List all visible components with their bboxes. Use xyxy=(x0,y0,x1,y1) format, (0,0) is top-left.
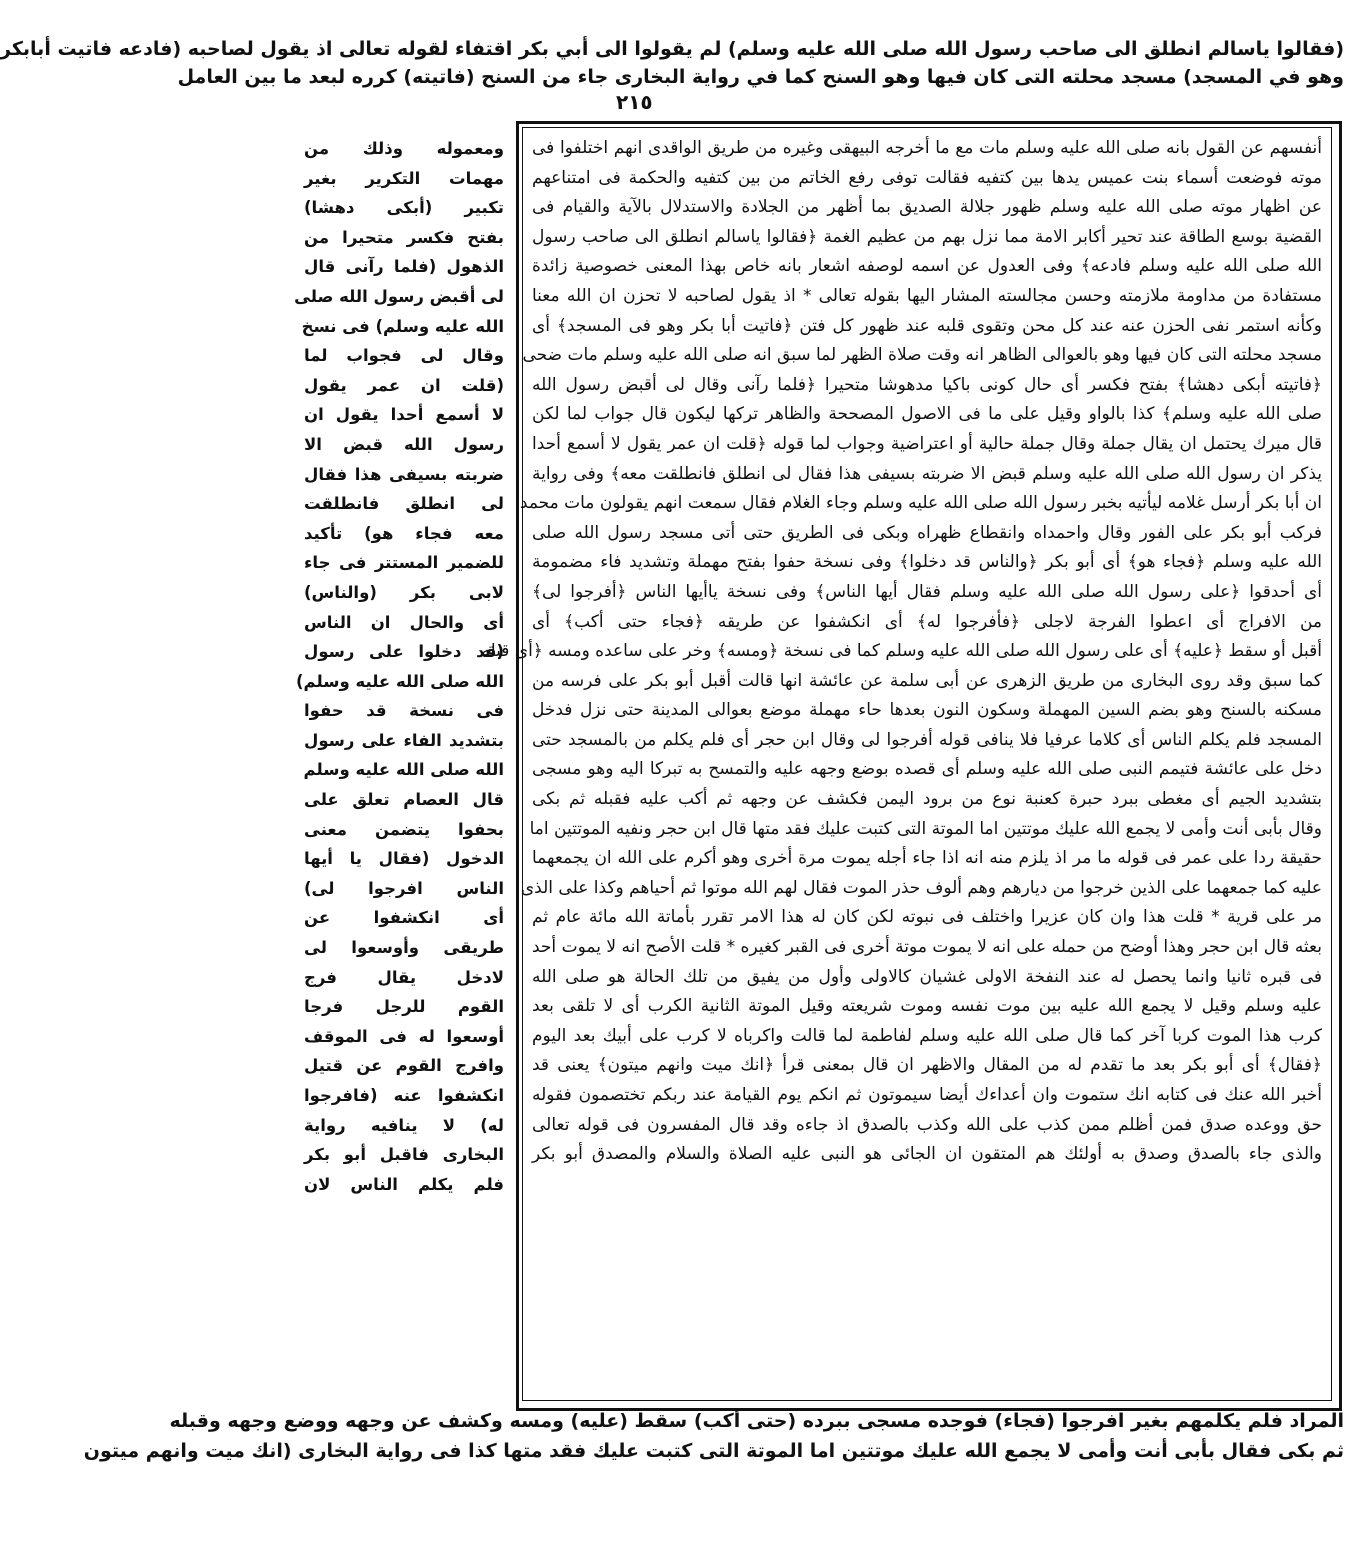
margin-line: ومعموله وذلك من xyxy=(304,139,504,158)
margin-commentary-text xyxy=(294,134,504,1199)
margin-line: الذهول (فلما رآنى قال xyxy=(304,257,504,277)
margin-line: تكبير (أبكى دهشا) xyxy=(304,198,504,218)
main-line: ﴿فقال﴾ أى أبو بكر بعد ما تقدم له من المقال والاظهر ان قال بمعنى قرأ ﴿انك ميت وانهم ميتون﴾ يعنى قد xyxy=(532,1055,1322,1076)
main-line: أقبل أو سقط ﴿عليه﴾ أى على رسول الله صلى الله عليه وسلم كما فى نسخة ﴿ومسه﴾ وخر على ساعده ومسه ﴿أى قبله xyxy=(481,641,1322,662)
main-line: موته فوضعت أسماء بنت عميس يدها بين كتفيه فقالت توفى رفع الخاتم من بين كتفيه والحكمة فى امتناعهم xyxy=(532,167,1322,188)
footer-line: ثم بكى فقال بأبى أنت وأمى لا يجمع الله عليك موتتين اما الموتة التى كتبت عليك فقد متها كذا فى رواية البخارى (انك ميت وانهم ميتون xyxy=(83,1440,1344,1462)
main-line: أى أحدقوا ﴿على رسول الله صلى الله عليه وسلم فقال أيها الناس﴾ وفى نسخة ياأيها الناس ﴿أفرجوا لى﴾ xyxy=(532,581,1322,602)
main-line: عن اظهار موته صلى الله عليه وسلم ظهور جلالة الصديق بما أظهر من الجلادة والاستدلال بالآية والقيام فى xyxy=(532,197,1322,218)
main-line: كما سبق وقد روى البخارى من طريق الزهرى عن أبى سلمة عن عائشة انها قالت أقبل أبو بكر على فرسه من xyxy=(532,670,1322,691)
main-line: بعثه قال ابن حجر وهذا أوضح من حمله على انه لا يموت موتة أخرى فى القبر كغيره * قلت الأصح انه لا يموت أحد xyxy=(532,937,1322,958)
main-line: كرب هذا الموت كربا آخر كما قال صلى الله عليه وسلم لفاطمة لما قالت واكرباه لا كرب على أبيك بعد اليوم xyxy=(532,1025,1322,1046)
main-line: مستفادة من مداومة ملازمته وحسن مجالسته المشار اليها بقوله تعالى * اذ يقول لصاحبه لا تحزن ان الله معنا xyxy=(532,285,1322,306)
main-line: الله عليه وسلم ﴿فجاء هو﴾ أى أبو بكر ﴿والناس قد دخلوا﴾ وفى نسخة حفوا بفتح مهملة وتشديد فاء مضمومة xyxy=(532,552,1322,573)
margin-line: بتشديد الفاء على رسول xyxy=(304,730,504,750)
margin-line: الله صلى الله عليه وسلم) xyxy=(296,671,504,691)
main-line: فركب أبو بكر على الفور وقال واحمداه وانقطاع ظهراه وبكى فى الطريق حتى أتى مسجد رسول الله صلى xyxy=(532,522,1322,543)
margin-line: فى نسخة قد حفوا xyxy=(304,701,504,721)
main-line: المسجد فلم يكلم الناس أى كلاما عرفيا فلا ينافى قوله أفرجوا لى وقال ابن حجر أى فلم يكلم من بالمسجد حتى xyxy=(532,729,1322,750)
margin-line: لا أسمع أحدا يقول ان xyxy=(304,405,504,425)
margin-line: لى انطلق فانطلقت xyxy=(304,494,504,514)
margin-line: أى انكشفوا عن xyxy=(304,908,504,928)
margin-line: طريقى وأوسعوا لى xyxy=(304,938,504,958)
main-line: أخبر الله عنك فى كتابه انك ستموت وان أعداءك أيضا سيموتون ثم انكم يوم القيامة عند ربكم تختصمون فقوله xyxy=(532,1085,1322,1105)
main-line: صلى الله عليه وسلم﴾ كذا بالواو وقيل على ما فى الاصول المصححة والظاهر تركها ليكون قال جواب لما لكن xyxy=(532,404,1322,425)
margin-line: معه فجاء هو) تأكيد xyxy=(304,523,504,543)
main-line: قال ميرك يحتمل ان يقال جملة وقال جملة حالية أو اعتراضية وجواب لما قوله ﴿قلت ان عمر يقول لا أسمع أحدا xyxy=(532,433,1322,454)
main-line: دخل على عائشة فتيمم النبى صلى الله عليه وسلم أى قصده بوضع وجهه عليه والتمسح به تبركا اليه وهو مسجى xyxy=(532,759,1322,780)
main-line: القضية بوسع الطاقة عند تحير أكابر الامة مما نزل بهم من عظيم الغمة ﴿فقالوا ياسالم انطلق الى صاحب رسول xyxy=(532,226,1322,247)
main-line: مر على قرية * قلت هذا وان كان عزيرا واختلف فى نبوته لكن كان له هذا الامر تقرر بأماتة الله مائة عام ثم xyxy=(532,907,1322,928)
main-line: عليه وسلم وقيل لا يجمع الله عليه بين موت نفسه وموت شريعته وقيل الموتة الثانية الكرب أى لا تلقى بعد xyxy=(532,996,1322,1017)
main-line: مسكنه بالسنح وهو بضم السين المهملة وسكون النون بعدها حاء مهملة موضع بعوالى المدينة حتى نزل فدخل xyxy=(532,700,1322,721)
header-line: (فقالوا ياسالم انطلق الى صاحب رسول الله صلى الله عليه وسلم) لم يقولوا الى أبي بكر اقتفاء لقوله تعالى اذ يقول لصاحبه (فادعه فاتيت أبابكر xyxy=(0,38,1344,60)
margin-line: (قد دخلوا على رسول xyxy=(304,642,504,662)
margin-line: ضربته بسيفى هذا فقال xyxy=(304,464,504,484)
margin-line: وافرج القوم عن قتيل xyxy=(304,1056,504,1076)
margin-line: بفتح فكسر متحيرا من xyxy=(304,227,504,247)
main-line: حق ووعده صدق فمن أظلم ممن كذب على الله وكذب بالصدق اذ جاءه وقد قال المفسرون فى قوله تعالى xyxy=(532,1114,1322,1135)
margin-line: الله عليه وسلم) فى نسخ xyxy=(301,316,504,336)
main-line: من الافراج أى اعطوا الفرجة لاجلى ﴿فأفرجوا له﴾ أى انكشفوا عن طريقه ﴿فجاء حتى أكب﴾ أى xyxy=(532,611,1322,632)
margin-line: مهمات التكرير بغير xyxy=(304,168,504,188)
margin-line: لى أقبض رسول الله صلى xyxy=(294,286,504,306)
main-line: بتشديد الجيم أى مغطى ببرد حبرة كعنبة نوع من برود اليمن فكشف عن وجهه ثم أكب عليه فقبله ثم بكى xyxy=(532,789,1322,810)
page-number: ٢١٥ xyxy=(616,90,653,114)
margin-line: للضمير المستتر فى جاء xyxy=(304,553,504,573)
main-commentary-text xyxy=(481,134,1322,1170)
footer-line: المراد فلم يكلمهم بغير افرجوا (فجاء) فوجده مسجى ببرده (حتى أكب) سقط (عليه) ومسه وكشف عن وجهه ووضع وجهه وقبله xyxy=(169,1410,1344,1432)
margin-line: الدخول (فقال يا أيها xyxy=(304,849,504,869)
header-line: وهو في المسجد) مسجد محلته التى كان فيها وهو السنح كما في رواية البخارى جاء من السنح (فاتيته) كرره لبعد ما بين العامل xyxy=(177,66,1344,88)
margin-line: وقال لى فجواب لما xyxy=(304,346,504,366)
main-line: أنفسهم عن القول بانه صلى الله عليه وسلم مات مع ما أخرجه البيهقى وغيره من طريق الواقدى انهم اختلفوا فى xyxy=(532,138,1322,158)
main-line: والذى جاء بالصدق وصدق به أولئك هم المتقون ان الجائى هو النبى عليه الصلاة والسلام والمصدق أبو بكر xyxy=(532,1144,1322,1165)
margin-line: الله صلى الله عليه وسلم xyxy=(303,760,504,780)
margin-line: قال العصام تعلق على xyxy=(304,790,504,810)
margin-line: انكشفوا عنه (فافرجوا xyxy=(304,1086,504,1105)
main-line: وقال بأبى أنت وأمى لا يجمع الله عليك موتتين اما الموتة التى كتبت عليك فقد متها قال ابن حجر ونفيه الموتتين اما xyxy=(529,818,1322,839)
margin-line: بحفوا يتضمن معنى xyxy=(304,819,504,839)
margin-line: القوم للرجل فرجا xyxy=(304,997,504,1017)
margin-line: الناس افرجوا لى) xyxy=(304,878,504,898)
main-line: حقيقة ردا على عمر فى قوله ما مر اذ يلزم منه انه اذا جاء أجله يموت مرة أخرى وهو أكرم على الله ان يجمعهما xyxy=(532,848,1322,869)
main-line: ﴿فاتيته أبكى دهشا﴾ بفتح فكسر أى حال كونى باكيا مدهوشا متحيرا ﴿فلما رآنى وقال لى أقبض رسول الله xyxy=(532,374,1322,395)
main-line: الله صلى الله عليه وسلم فادعه﴾ وفى العدول عن اسمه لوصفه اشعار بانه خاص بهذا المعنى خصوصية زائدة xyxy=(532,256,1322,277)
main-line: ان أبا بكر أرسل غلامه ليأتيه بخبر رسول الله صلى الله عليه وسلم وجاء الغلام فقال سمعت انهم يقولون مات محمد xyxy=(519,493,1322,514)
margin-line: (قلت ان عمر يقول xyxy=(304,375,504,395)
margin-line: لادخل يقال فرج xyxy=(304,967,504,987)
margin-line: لابى بكر (والناس) xyxy=(304,582,504,602)
margin-line: البخارى فاقبل أبو بكر xyxy=(304,1145,504,1165)
main-line: وكأنه استمر نفى الحزن عنه عند كل محن وتقوى قلبه عند ظهور كل فتن ﴿فاتيت أبا بكر وهو فى المسجد﴾ أى xyxy=(532,315,1322,336)
margin-line: له) لا ينافيه رواية xyxy=(304,1115,504,1135)
margin-line: أوسعوا له فى الموقف xyxy=(304,1026,504,1046)
main-line: يذكر ان رسول الله صلى الله عليه وسلم قبض الا ضربته بسيفى هذا فقال لى انطلق فانطلقت معه﴾ وفى رواية xyxy=(532,463,1322,484)
margin-line: أى والحال ان الناس xyxy=(304,612,504,632)
margin-line: رسول الله قبض الا xyxy=(304,434,504,454)
margin-line: فلم يكلم الناس لان xyxy=(304,1174,504,1194)
main-line: عليه كما جمعهما على الذين خرجوا من ديارهم وهم ألوف حذر الموت فقال لهم الله موتوا ثم أحياهم وكذا على الذى xyxy=(520,877,1322,898)
main-line: مسجد محلته التى كان فيها وهو بالعوالى الظاهر انه وقت صلاة الظهر لما سبق انه صلى الله عليه وسلم مات ضحى xyxy=(522,345,1322,366)
main-line: فى قبره ثانيا وانما يحصل له عند النفخة الاولى غشيان كالاولى وأول من يفيق من تلك الحالة هو صلى الله xyxy=(532,966,1322,987)
